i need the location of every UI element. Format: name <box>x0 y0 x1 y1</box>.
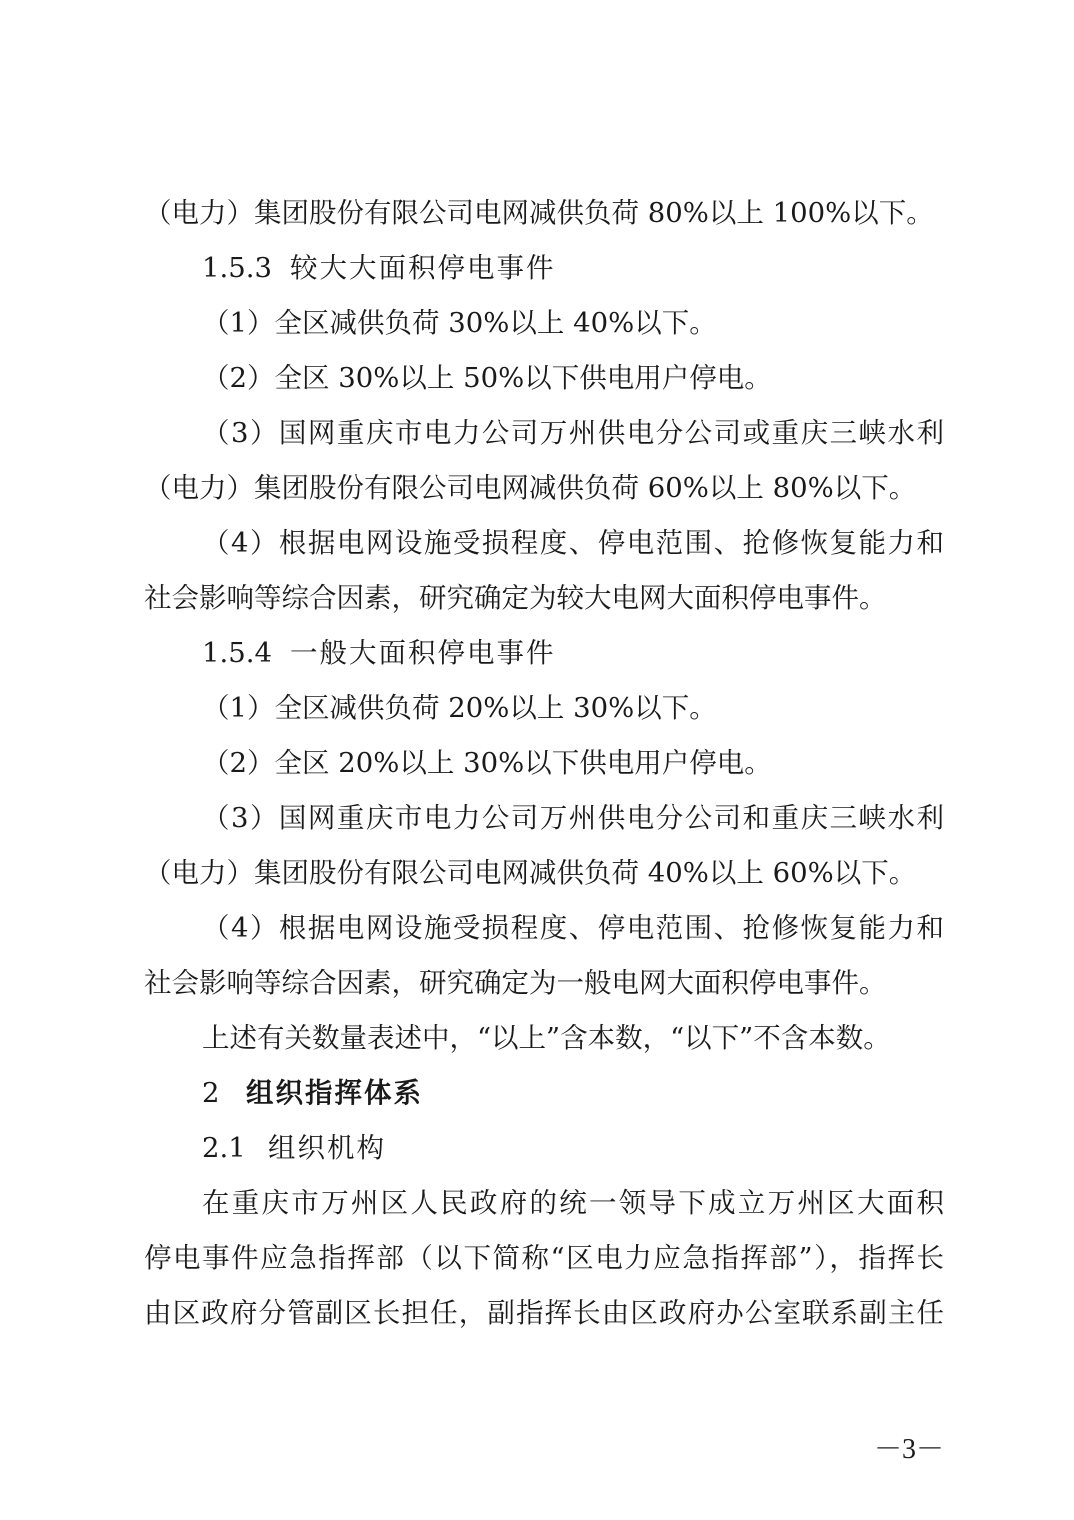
body-line: （电力）集团股份有限公司电网减供负荷 80%以上 100%以下。 <box>144 197 934 229</box>
body-line: 在重庆市万州区人民政府的统一领导下成立万州区大面积 <box>202 1187 944 1219</box>
body-line: （4）根据电网设施受损程度、停电范围、抢修恢复能力和 <box>202 527 944 559</box>
heading-number: 2 <box>202 1077 220 1109</box>
body-line: （电力）集团股份有限公司电网减供负荷 40%以上 60%以下。 <box>144 857 917 889</box>
body-line: 社会影响等综合因素，研究确定为一般电网大面积停电事件。 <box>144 967 887 999</box>
body-line: 由区政府分管副区长担任，副指挥长由区政府办公室联系副主任 <box>144 1297 944 1329</box>
body-line: （1）全区减供负荷 30%以上 40%以下。 <box>202 307 717 339</box>
section-heading-2-1 <box>202 1126 944 1170</box>
heading-text: 组织指挥体系 <box>246 1077 423 1109</box>
section-heading-2 <box>202 1071 944 1115</box>
body-line: （3）国网重庆市电力公司万州供电分公司或重庆三峡水利 <box>202 417 944 449</box>
heading-number: 1.5.4 <box>202 637 272 669</box>
heading-text: 一般大面积停电事件 <box>290 637 556 669</box>
body-line: 上述有关数量表述中，“以上”含本数，“以下”不含本数。 <box>202 1022 891 1054</box>
heading-text: 较大大面积停电事件 <box>290 252 556 284</box>
body-line: （2）全区 30%以上 50%以下供电用户停电。 <box>202 362 772 394</box>
heading-number: 2.1 <box>202 1132 246 1164</box>
body-line: 社会影响等综合因素，研究确定为较大电网大面积停电事件。 <box>144 582 887 614</box>
body-line: （4）根据电网设施受损程度、停电范围、抢修恢复能力和 <box>202 912 944 944</box>
body-line: （3）国网重庆市电力公司万州供电分公司和重庆三峡水利 <box>202 802 944 834</box>
body-line: （2）全区 20%以上 30%以下供电用户停电。 <box>202 747 772 779</box>
body-line: 停电事件应急指挥部（以下简称“区电力应急指挥部”），指挥长 <box>144 1242 944 1274</box>
section-heading-1-5-4 <box>202 631 944 675</box>
heading-number: 1.5.3 <box>202 252 272 284</box>
heading-text: 组织机构 <box>268 1132 386 1164</box>
section-heading-1-5-3 <box>202 246 944 290</box>
page-number: －3－ <box>873 1434 944 1465</box>
body-line: （1）全区减供负荷 20%以上 30%以下。 <box>202 692 717 724</box>
body-line: （电力）集团股份有限公司电网减供负荷 60%以上 80%以下。 <box>144 472 917 504</box>
